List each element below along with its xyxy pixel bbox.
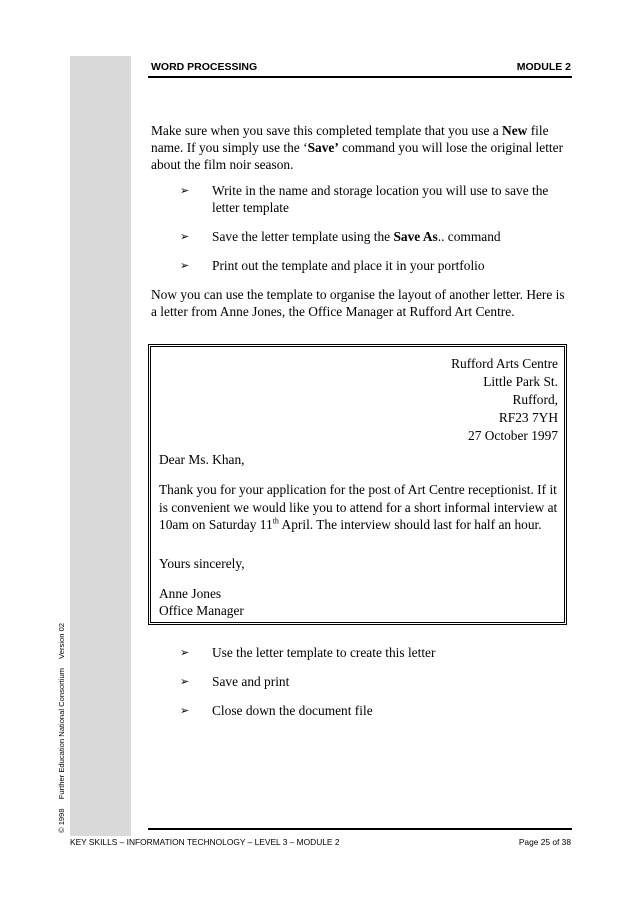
arrow-bullet-icon: ➢ bbox=[180, 675, 190, 688]
bullet-text: Print out the template and place it in your portfolio bbox=[212, 258, 485, 273]
arrow-bullet-icon: ➢ bbox=[180, 184, 190, 197]
closing: Yours sincerely, bbox=[159, 556, 245, 571]
bullet-text bbox=[212, 228, 552, 245]
footer-course-title: KEY SKILLS – INFORMATION TECHNOLOGY – LEVEL 3 – MODULE 2 bbox=[70, 837, 340, 847]
intro-text-2: file name. If you simply use the ‘ bbox=[151, 123, 549, 155]
signer-title: Office Manager bbox=[159, 603, 244, 618]
bullet-text-part: .. command bbox=[437, 229, 501, 244]
intro-bold-new: New bbox=[502, 123, 528, 138]
copyright-year: © 1998 bbox=[57, 808, 66, 833]
salutation: Dear Ms. Khan, bbox=[159, 452, 245, 467]
sample-letter-box bbox=[148, 344, 567, 625]
letter-body-text: April. The interview should last for half an hour. bbox=[278, 517, 542, 532]
second-paragraph: Now you can use the template to organise the layout of another letter. Here is a letter from Anne Jones, the Office Manager at Rufford Art Centre. bbox=[151, 287, 565, 319]
bullet-text-part: Save the letter template using the bbox=[212, 229, 394, 244]
intro-text-3: command you will lose the original letter about the film noir season. bbox=[151, 140, 564, 172]
letter-body bbox=[159, 481, 564, 534]
letter-date: 27 October 1997 bbox=[468, 428, 558, 443]
header-rule bbox=[148, 76, 572, 78]
arrow-bullet-icon: ➢ bbox=[180, 259, 190, 272]
bullet-bold-save-as: Save As bbox=[393, 229, 438, 244]
arrow-bullet-icon: ➢ bbox=[180, 646, 190, 659]
signer-name: Anne Jones bbox=[159, 586, 222, 601]
consortium-name: Further Education National Consortium bbox=[57, 667, 66, 800]
address-line: RF23 7YH bbox=[498, 410, 558, 425]
header-title: WORD PROCESSING bbox=[151, 61, 258, 73]
address-line: Little Park St. bbox=[483, 374, 558, 389]
arrow-bullet-icon: ➢ bbox=[180, 704, 190, 717]
intro-paragraph bbox=[151, 122, 569, 173]
address-line: Rufford Arts Centre bbox=[451, 356, 558, 371]
sender-address bbox=[451, 355, 558, 445]
gray-sidebar bbox=[70, 56, 131, 836]
address-line: Rufford, bbox=[512, 392, 558, 407]
letter-body-text: Thank you for your application for the post of Art Centre receptionist. If it is convenient we would like you to attend for a short informal interview at 10am on Saturday 11 bbox=[159, 482, 558, 532]
footer-rule bbox=[148, 828, 572, 830]
arrow-bullet-icon: ➢ bbox=[180, 230, 190, 243]
intro-text-1: Make sure when you save this completed template that you use a bbox=[151, 123, 503, 138]
version-label: Version 02 bbox=[57, 622, 66, 659]
bullet-text: Write in the name and storage location you will use to save the letter template bbox=[212, 183, 549, 215]
header-module: MODULE 2 bbox=[516, 61, 571, 73]
page-number: Page 25 of 38 bbox=[518, 837, 571, 847]
bullet-text: Use the letter template to create this letter bbox=[212, 645, 436, 660]
sidebar-copyright-text bbox=[57, 616, 66, 833]
intro-bold-save: Save’ bbox=[307, 140, 339, 155]
bullet-text: Save and print bbox=[212, 674, 290, 689]
bullet-text: Close down the document file bbox=[212, 703, 373, 718]
ordinal-suffix: th bbox=[272, 516, 279, 526]
